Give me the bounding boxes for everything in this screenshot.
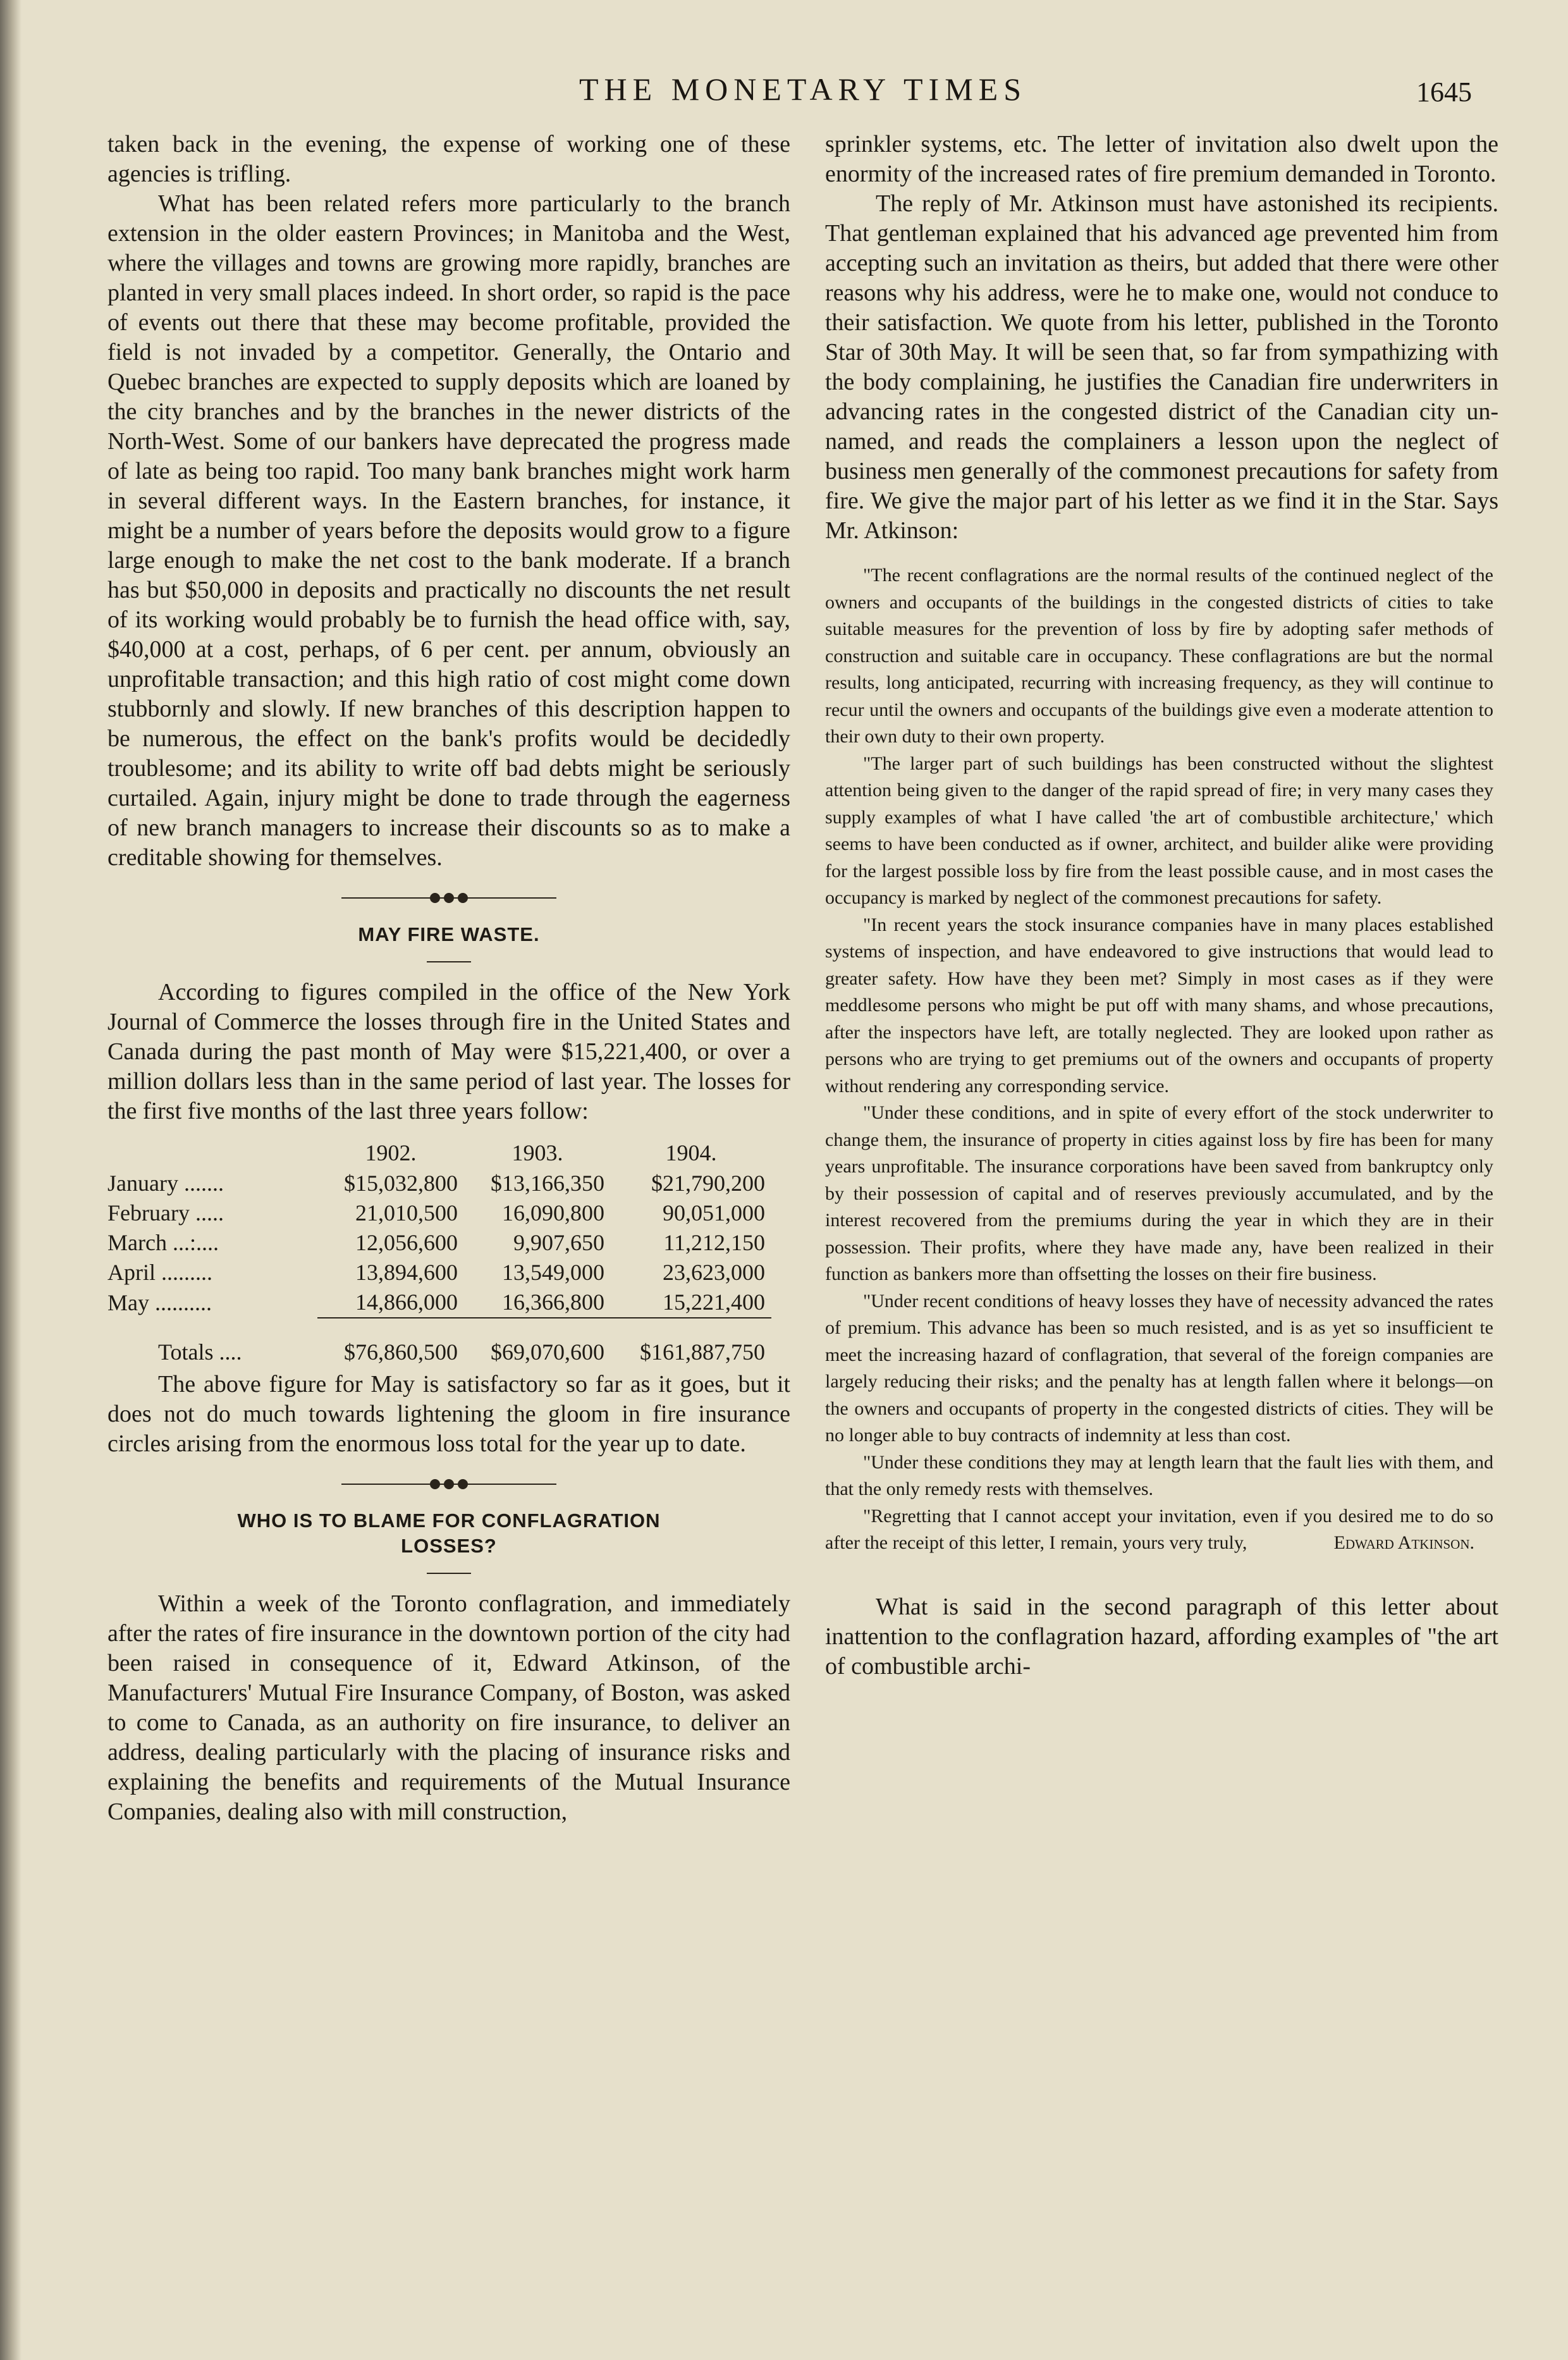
table-row <box>107 1258 771 1288</box>
table-row <box>107 1288 771 1318</box>
value-cell: 21,010,500 <box>355 1200 458 1226</box>
value-cell: 15,221,400 <box>663 1289 765 1315</box>
ornament-divider <box>341 1477 556 1492</box>
month-label: March ...:.... <box>107 1230 219 1255</box>
table-row <box>107 1228 771 1258</box>
paragraph: What is said in the second paragraph of this letter about inattention to the conflagration hazard, affording examples of "the art of combustible archi- <box>825 1593 1498 1680</box>
fire-loss-table <box>107 1138 771 1367</box>
value-cell: 12,056,600 <box>355 1230 458 1255</box>
heading-line: WHO IS TO BLAME FOR CONFLAGRATION <box>237 1509 661 1532</box>
value-cell: 23,623,000 <box>663 1260 765 1285</box>
value-cell: 16,090,800 <box>502 1200 604 1226</box>
page-header-title: THE MONETARY TIMES <box>579 71 1027 107</box>
table-row <box>107 1198 771 1228</box>
value-cell: 11,212,150 <box>663 1230 765 1255</box>
table-row <box>107 1169 771 1198</box>
table-header-row <box>107 1138 771 1169</box>
quote-paragraph: "The larger part of such buildings has been constructed without the slightest attention being given to the danger of the rapid spread of fire; in very many cases they supply examples of what I have called 'the art of combustible architecture,' which seems to have been conducted as if owner, architect, and builder alike were providing for the largest possible loss by fire from the least possible cause, and in most cases the occupancy is marked by neglect of the commonest precautions for safety. <box>825 753 1493 908</box>
quote-closing <box>825 1503 1493 1557</box>
ornament-divider <box>341 890 556 906</box>
year-header: 1904. <box>665 1140 717 1165</box>
page-number: 1645 <box>1416 77 1472 108</box>
year-header: 1902. <box>365 1140 417 1165</box>
heading-rule <box>427 961 471 962</box>
page-binding-shadow <box>0 0 21 2360</box>
value-cell: 14,866,000 <box>355 1289 458 1315</box>
value-cell: $13,166,350 <box>491 1171 604 1196</box>
right-column <box>825 130 1498 1681</box>
quote-paragraph: "Under recent conditions of heavy losses they have of necessity advanced the rates of premium. This advance has been so much resisted, and is as yet so insufficient te meet the increasing hazard of conflagration, that several of the foreign companies are largely reducing their risks; and the penalty has at length fallen where it belongs—on the owners and occupants of property in the congested districts of cities. They will be no longer able to buy contracts of indemnity at less than cost. <box>825 1290 1493 1446</box>
total-cell: $76,860,500 <box>317 1318 464 1367</box>
paragraph: Within a week of the Toronto conflagration, and immediately after the rates of fire insurance in the downtown portion of the city had been raised in consequence of it, Edward Atkinson, of the Manufacturers' Mutual Fire Insurance Company, of Boston, was asked to come to Canada, as an authority on fire insurance, to deliver an address, dealing particularly with the placing of insurance risks and explaining the benefits and requirements of the Mutual Insurance Companies, dealing also with mill construction, <box>107 1590 790 1825</box>
quote-paragraph: "Under these conditions they may at length learn that the fault lies with them, and that the only remedy rests with themselves. <box>825 1451 1493 1499</box>
paragraph: The reply of Mr. Atkinson must have astonished its recipients. That gentleman explained that his advanced age prevented him from accepting such an invitation as theirs, but added that there were other reasons why his address, were he to make one, would not conduce to their satisfaction. We quote from his letter, published in the Toronto Star of 30th May. It will be seen that, so far from sympathizing with the body complaining, he justifies the Canadian fire underwriters in advancing rates in the congested district of the Canadian city un-named, and reads the complainers a lesson upon the neglect of business men generally of the commonest precautions for safety from fire. We give the major part of his letter as we find it in the Star. Says Mr. Atkinson: <box>825 190 1498 544</box>
total-cell: $161,887,750 <box>611 1318 771 1367</box>
paragraph: taken back in the evening, the expense of working one of these agencies is trifling. <box>107 131 790 187</box>
value-cell: 90,051,000 <box>663 1200 765 1226</box>
month-label: January ....... <box>107 1171 224 1196</box>
month-label: February ..... <box>107 1200 224 1226</box>
quote-paragraph: "Under these conditions, and in spite of every effort of the stock underwriter to change them, the insurance of property in cities against loss by fire has been for many years unprofitable. The insurance corporations have been saved from bankruptcy only by their possession of capital and of reserves previously accumulated, and by the interest recovered from the premiums during the year in which they are in their possession. Their profits, where they have made any, have been realized in their function as bankers more than offsetting the losses on their fire business. <box>825 1102 1493 1284</box>
section-heading <box>107 1508 790 1559</box>
signature: Edward Atkinson. <box>1333 1532 1474 1553</box>
month-label: May .......... <box>107 1289 212 1315</box>
paragraph: What has been related refers more particularly to the branch extension in the older eastern Provinces; in Manitoba and the West, where the villages and towns are growing more rapidly, branches are planted in very small places indeed. In short order, so rapid is the pace of events out there that these may become profitable, provided the field is not invaded by a competitor. Generally, the Ontario and Quebec branches are expected to supply deposits which are loaned by the city branches and by the branches in the newer districts of the North-West. Some of our bankers have deprecated the progress made of late as being too rapid. Too many bank branches might work harm in several different ways. In the Eastern branches, for instance, it might be a number of years before the deposits would grow to a figure large enough to make the net cost to the bank moderate. If a branch has but $50,000 in deposits and practically no discounts the net result of its working would probably be to furnish the head office with, say, $40,000 at a cost, perhaps, of 6 per cent. per annum, obviously an unprofitable transaction; and this high ratio of cost might come down stubbornly and slowly. If new branches of this description happen to be numerous, the effect on the bank's profits would be decidedly troublesome; and its ability to write off bad debts might be seriously curtailed. Again, injury might be done to trade through the eagerness of new branch managers to increase their discounts so as to make a creditable showing for themselves. <box>107 190 790 871</box>
quote-paragraph: "In recent years the stock insurance companies have in many places established systems of inspection, and have endeavored to give instructions that would lead to greater safety. How have they been met? Simply in most cases as if they were meddlesome persons who might be put off with many shams, and whose precautions, after the inspectors have left, are totally neglected. They are looked upon rather as persons who are trying to get premiums out of the owners and occupants of property without rendering any corresponding service. <box>825 914 1493 1097</box>
quote-paragraph: "The recent conflagrations are the normal results of the continued neglect of the owners and occupants of the buildings in the congested districts of cities to take suitable measures for the prevention of loss by fire by adopting safer methods of construction and suitable care in occupancy. These conflagrations are but the normal results, long anticipated, recurring with increasing frequency, as they will continue to recur until the owners and occupants of the buildings give even a moderate attention to their own duty to their own property. <box>825 565 1493 747</box>
paragraph: sprinkler systems, etc. The letter of invitation also dwelt upon the enormity of the increased rates of fire premium demanded in Toronto. <box>825 131 1498 187</box>
value-cell: $15,032,800 <box>344 1171 458 1196</box>
value-cell: 9,907,650 <box>513 1230 604 1255</box>
heading-line: LOSSES? <box>401 1535 497 1557</box>
paragraph: According to figures compiled in the office of the New York Journal of Commerce the losses through fire in the United States and Canada during the past month of May were $15,221,400, or over a million dollars less than in the same period of last year. The losses for the first five months of the last three years follow: <box>107 979 790 1124</box>
letter-quotation <box>825 562 1498 1557</box>
heading-rule <box>427 1573 471 1574</box>
total-cell: $69,070,600 <box>464 1318 611 1367</box>
closing-text: "Regretting that I cannot accept your invitation, even if you desired me to do so after the receipt of this letter, I remain, yours very truly, <box>825 1505 1493 1553</box>
value-cell: 13,894,600 <box>355 1260 458 1285</box>
month-label: April ......... <box>107 1260 212 1285</box>
section-heading: MAY FIRE WASTE. <box>358 923 540 945</box>
value-cell: $21,790,200 <box>651 1171 765 1196</box>
left-column <box>107 130 790 1827</box>
value-cell: 13,549,000 <box>502 1260 604 1285</box>
year-header: 1903. <box>511 1140 563 1165</box>
totals-row <box>107 1318 771 1367</box>
paragraph: The above figure for May is satisfactory so far as it goes, but it does not do much towards lightening the gloom in fire insurance circles arising from the enormous loss total for the year up to date. <box>107 1371 790 1457</box>
value-cell: 16,366,800 <box>502 1289 604 1315</box>
totals-label: Totals .... <box>158 1339 242 1365</box>
